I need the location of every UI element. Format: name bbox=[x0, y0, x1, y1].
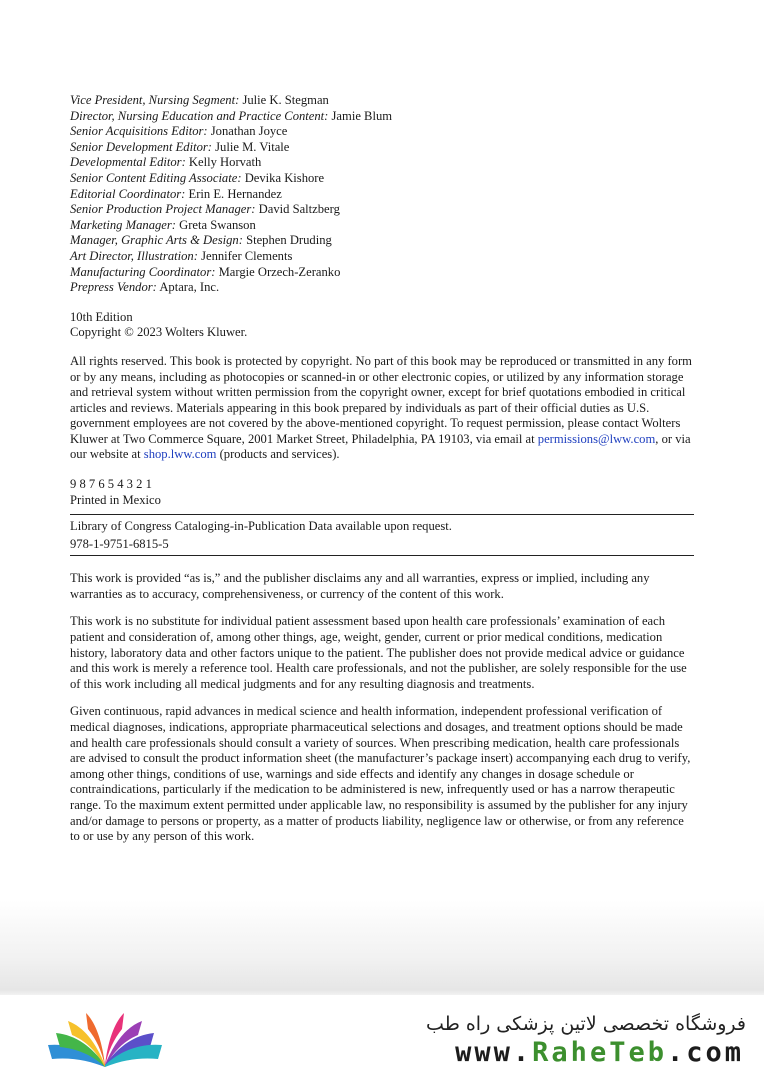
credit-role: Developmental Editor: bbox=[70, 155, 186, 170]
credit-line bbox=[70, 202, 694, 218]
copyright-line: Copyright © 2023 Wolters Kluwer. bbox=[70, 325, 248, 340]
credit-name: David Saltzberg bbox=[258, 202, 340, 217]
credit-name: Aptara, Inc. bbox=[159, 280, 220, 295]
store-footer bbox=[0, 995, 764, 1080]
store-url[interactable] bbox=[455, 1037, 744, 1068]
credit-role: Senior Production Project Manager: bbox=[70, 202, 256, 217]
credit-line bbox=[70, 265, 694, 281]
disclaimer-paragraph: This work is no substitute for individual patient assessment based upon health care professionals’ examination of each patient and consideration of, among other things, age, weight, gender, current or prior medical conditions, medication history, laboratory data and other factors unique to the patient. The publisher does not provide medical advice or guidance and this work is merely a reference tool. Health care professionals, and not the publisher, are solely responsible for the use of this work including all medical judgments and for any resulting diagnosis and treatments. bbox=[70, 614, 687, 691]
permissions-email-link[interactable]: permissions@lww.com bbox=[537, 431, 656, 446]
credit-role: Manager, Graphic Arts & Design: bbox=[70, 233, 243, 248]
printed-in: Printed in Mexico bbox=[70, 492, 161, 507]
credit-name: Jamie Blum bbox=[331, 108, 393, 123]
url-prefix: www. bbox=[455, 1037, 533, 1068]
credit-role: Senior Development Editor: bbox=[70, 139, 212, 154]
credit-role: Art Director, Illustration: bbox=[70, 248, 198, 263]
credit-line bbox=[70, 155, 694, 171]
credit-role: Senior Content Editing Associate: bbox=[70, 170, 242, 185]
credits-list bbox=[70, 93, 694, 296]
website-link[interactable]: shop.lww.com bbox=[143, 447, 217, 462]
credit-role: Senior Acquisitions Editor: bbox=[70, 124, 208, 139]
printing-line: 9 8 7 6 5 4 3 2 1 bbox=[70, 477, 152, 492]
credit-role: Prepress Vendor: bbox=[70, 280, 157, 295]
open-book-logo-icon bbox=[40, 1007, 170, 1069]
credit-line bbox=[70, 233, 694, 249]
credit-line bbox=[70, 249, 694, 265]
credit-name: Devika Kishore bbox=[244, 170, 325, 185]
credit-name: Margie Orzech-Zeranko bbox=[218, 264, 341, 279]
credit-line bbox=[70, 171, 694, 187]
credit-name: Erin E. Hernandez bbox=[188, 186, 282, 201]
disclaimer-paragraph: This work is provided “as is,” and the publisher disclaims any and all warranties, express or implied, including any warranties as to accuracy, comprehensiveness, or currency of the content of this work. bbox=[70, 571, 650, 601]
credit-name: Stephen Druding bbox=[246, 233, 332, 248]
rights-paragraph bbox=[70, 354, 694, 463]
credit-line bbox=[70, 187, 694, 203]
edition-label: 10th Edition bbox=[70, 309, 133, 324]
url-suffix: .com bbox=[666, 1037, 744, 1068]
credit-line bbox=[70, 124, 694, 140]
credit-name: Julie K. Stegman bbox=[242, 93, 329, 107]
credit-line bbox=[70, 140, 694, 156]
cip-block bbox=[70, 514, 694, 556]
credit-line bbox=[70, 93, 694, 109]
credit-line bbox=[70, 280, 694, 296]
disclaimer-paragraph: Given continuous, rapid advances in medical science and health information, independent professional verification of medical diagnoses, indications, appropriate pharmaceutical selections and dosages, and treatment options should be made and health care professionals should consult a variety of sources. When prescribing medication, health care professionals are advised to consult the product information sheet (the manufacturer’s package insert) accompanying each drug to verify, among other things, conditions of use, warnings and side effects and identify any changes in dosage schedule or contraindications, particularly if the medication to be administered is new, infrequently used or has a narrow therapeutic range. To the maximum extent permitted under applicable law, no responsibility is assumed by the publisher for any injury and/or damage to persons or property, as a matter of products liability, negligence law or otherwise, or from any reference to or use by any person of this work. bbox=[70, 704, 691, 844]
edition-block bbox=[70, 310, 694, 341]
credit-role: Director, Nursing Education and Practice Content: bbox=[70, 108, 329, 123]
credit-role: Editorial Coordinator: bbox=[70, 186, 186, 201]
credit-role: Manufacturing Coordinator: bbox=[70, 264, 216, 279]
credit-name: Julie M. Vitale bbox=[215, 139, 290, 154]
credit-line bbox=[70, 109, 694, 125]
credit-role: Vice President, Nursing Segment: bbox=[70, 93, 240, 107]
rights-text-middle: , or via our website at bbox=[70, 431, 691, 462]
store-name: فروشگاه تخصصی لاتین پزشکی راه طب bbox=[426, 1013, 746, 1035]
rights-text: All rights reserved. This book is protected by copyright. No part of this book may be reproduced or transmitted in any form or by any means, including as photocopies or scanned-in or other electronic copies, or utilized by any information storage and retrieval system without written permission from the copyright owner, except for brief quotations embodied in critical articles and reviews. Materials appearing in this book prepared by individuals as part of their official duties as U.S. government employees are not covered by the above-mentioned copyright. To request permission, please contact Wolters Kluwer at Two Commerce Square, 2001 Market Street, Philadelphia, PA 19103, via email at bbox=[70, 353, 692, 446]
isbn: 978-1-9751-6815-5 bbox=[70, 537, 169, 552]
credit-name: Greta Swanson bbox=[179, 217, 256, 232]
printing-block bbox=[70, 477, 694, 508]
rights-text-after: (products and services). bbox=[216, 447, 340, 462]
credit-line bbox=[70, 218, 694, 234]
credit-role: Marketing Manager: bbox=[70, 217, 176, 232]
credit-name: Kelly Horvath bbox=[188, 155, 262, 170]
credit-name: Jennifer Clements bbox=[201, 248, 293, 263]
page-content bbox=[70, 93, 694, 845]
cip-line: Library of Congress Cataloging-in-Publication Data available upon request. bbox=[70, 519, 452, 534]
credit-name: Jonathan Joyce bbox=[210, 124, 288, 139]
url-accent: RaheTeb bbox=[532, 1037, 667, 1068]
